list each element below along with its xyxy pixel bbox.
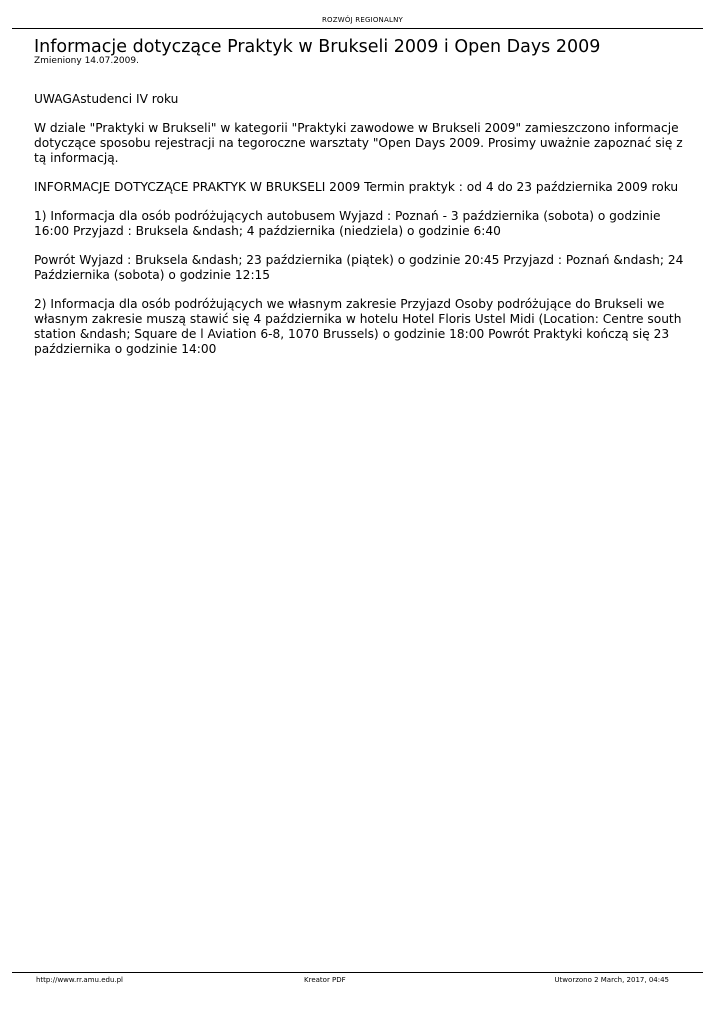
header-divider [12,28,703,29]
document-title: Informacje dotyczące Praktyk w Brukseli 2009 i Open Days 2009 [34,37,601,57]
page-header-title: ROZWÓJ REGIONALNY [321,16,403,24]
footer-creator: Kreator PDF [304,976,346,984]
paragraph-internship-dates: INFORMACJE DOTYCZĄCE PRAKTYK W BRUKSELI 2009 Termin praktyk : od 4 do 23 października 2009 roku [34,180,679,194]
paragraph-return-trip: Powrót Wyjazd : Bruksela &ndash; 23 października (piątek) o godzinie 20:45 Przyjazd : Poznań &ndash; 24 Października (sobota) o godzinie 12:15 [34,253,684,282]
modified-date: Zmieniony 14.07.2009. [34,56,139,66]
paragraph-own-travel: 2) Informacja dla osób podróżujących we własnym zakresie Przyjazd Osoby podróżujące do Brukseli we własnym zakresie muszą stawić się 4 października w hotelu Hotel Floris Ustel Midi (Location: Centre south station &ndash; Square de l Aviation 6-8, 1070 Brussels) o godzinie 18:00 Powrót Praktyki kończą się 23 października o godzinie 14:00 [34,297,682,356]
footer-divider [12,972,703,973]
footer-created-date: Utworzono 2 March, 2017, 04:45 [554,976,669,984]
footer-url: http://www.rr.amu.edu.pl [36,976,123,984]
paragraph-bus-travel: 1) Informacja dla osób podróżujących autobusem Wyjazd : Poznań - 3 października (sobota) o godzinie 16:00 Przyjazd : Bruksela &ndash; 4 października (niedziela) o godzinie 6:40 [34,209,661,238]
paragraph-notice: UWAGAstudenci IV roku [34,92,179,106]
paragraph-intro: W dziale "Praktyki w Brukseli" w kategorii "Praktyki zawodowe w Brukseli 2009" zamieszczono informacje dotyczące sposobu rejestracji na tegoroczne warsztaty "Open Days 2009. Prosimy uważnie zapoznać się z tą informacją. [34,121,683,165]
document-body [34,92,694,371]
